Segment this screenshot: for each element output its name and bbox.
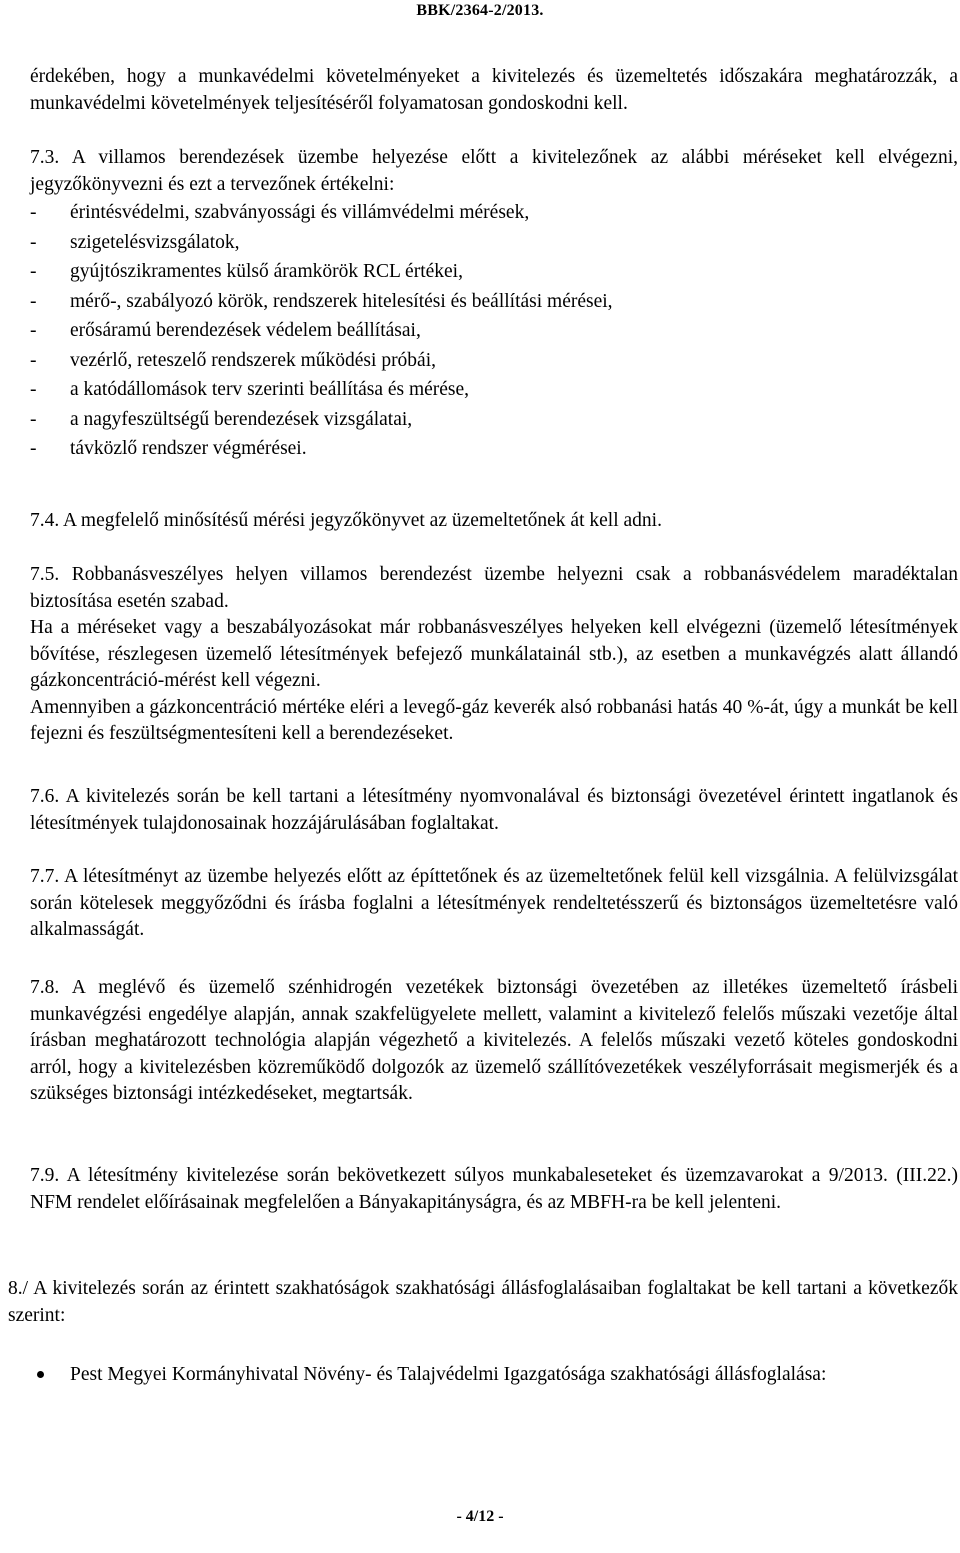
list-item-text: mérő-, szabályozó körök, rendszerek hitelesítési és beállítási mérései, bbox=[70, 290, 613, 312]
dash-marker: - bbox=[30, 320, 37, 341]
list-item-text: szigetelésvizsgálatok, bbox=[70, 231, 240, 253]
section-7-5-paragraph-1: 7.5. Robbanásveszélyes helyen villamos berendezést üzembe helyezni csak a robbanásvédelem maradéktalan biztosítása esetén szabad. bbox=[30, 564, 958, 612]
list-item-text: erősáramú berendezések védelem beállításai, bbox=[70, 320, 421, 341]
list-item-text: vezérlő, reteszelő rendszerek működési próbái, bbox=[70, 349, 437, 371]
list-item-text: a katódállomások terv szerinti beállítása és mérése, bbox=[70, 379, 470, 400]
dash-marker: - bbox=[30, 261, 37, 282]
list-item bbox=[30, 316, 958, 346]
list-item bbox=[30, 257, 958, 287]
document-id-header: BBK/2364-2/2013. bbox=[416, 2, 544, 19]
list-item bbox=[30, 287, 958, 317]
section-7-8-paragraph: 7.8. A meglévő és üzemelő szénhidrogén vezetékek biztonsági övezetében az illetékes üzemeltető írásbeli munkavégzési engedélye alapján, annak szakfelügyelete mellett, valamint a kivitelező felelős műszaki vezetője által írásban meghatározott technológia alapján végezhető a kivitelezés. A felelős műszaki vezető köteles gondoskodni arról, hogy a kivitelezésben közreműködő dolgozók az üzemelő szállítóvezetékek veszélyforrásait megismerjék és a szükséges biztonsági intézkedéseket, megtartsák. bbox=[30, 977, 958, 1104]
list-item bbox=[30, 198, 958, 228]
intro-paragraph: érdekében, hogy a munkavédelmi követelményeket a kivitelezés és üzemeltetés időszakára meghatározzák, a munkavédelmi követelmények teljesítéséről folyamatosan gondoskodni kell. bbox=[30, 66, 958, 114]
dash-marker: - bbox=[30, 231, 37, 253]
list-item-text: érintésvédelmi, szabványossági és villámvédelmi mérések, bbox=[70, 202, 530, 223]
page-number-footer: - 4/12 - bbox=[456, 1508, 504, 1525]
list-item bbox=[30, 405, 958, 435]
section-8-paragraph: 8./ A kivitelezés során az érintett szakhatóságok szakhatósági állásfoglalásaiban foglaltakat be kell tartani a következők szerint: bbox=[8, 1278, 958, 1326]
list-item-text: gyújtószikramentes külső áramkörök RCL értékei, bbox=[70, 261, 463, 282]
list-item bbox=[30, 228, 958, 258]
section-7-3-paragraph: 7.3. A villamos berendezések üzembe helyezése előtt a kivitelezőnek az alábbi méréseket kell elvégezni, jegyzőkönyvezni és ezt a tervezőnek értékelni: bbox=[30, 147, 958, 195]
list-item bbox=[30, 346, 958, 376]
dash-marker: - bbox=[30, 438, 37, 459]
dash-marker: - bbox=[30, 379, 37, 400]
measurement-list bbox=[30, 198, 958, 464]
dash-marker: - bbox=[30, 202, 37, 223]
section-7-5-paragraph-2: Ha a méréseket vagy a beszabályozásokat már robbanásveszélyes helyeken kell elvégezni (üzemelő létesítmények bővítése, részlegesen üzemelő létesítmények befejező munkálatainál stb.), az esetben a munkavégzés alatt állandó gázkoncentráció-mérést kell végezni. bbox=[30, 617, 958, 691]
bullet-item-text: Pest Megyei Kormányhivatal Növény- és Talajvédelmi Igazgatósága szakhatósági állásfoglalása: bbox=[70, 1364, 827, 1385]
dash-marker: - bbox=[30, 349, 37, 371]
section-7-6-paragraph: 7.6. A kivitelezés során be kell tartani a létesítmény nyomvonalával és biztonsági övezetével érintett ingatlanok és létesítmények tulajdonosainak hozzájárulásában foglaltakat. bbox=[30, 786, 958, 834]
section-7-9-paragraph: 7.9. A létesítmény kivitelezése során bekövetkezett súlyos munkabaleseteket és üzemzavarokat a 9/2013. (III.22.) NFM rendelet előírásainak megfelelően a Bányakapitányságra, és az MBFH-ra be kell jelenteni. bbox=[30, 1165, 958, 1213]
bullet-list-item bbox=[30, 1362, 958, 1389]
list-item-text: távközlő rendszer végmérései. bbox=[70, 438, 307, 459]
dash-marker: - bbox=[30, 408, 37, 430]
dash-marker: - bbox=[30, 290, 37, 312]
bullet-icon bbox=[37, 1371, 44, 1378]
section-7-5-paragraph-3: Amennyiben a gázkoncentráció mértéke eléri a levegő-gáz keverék alsó robbanási hatás 40 %-át, úgy a munkát be kell fejezni és feszültségmentesíteni kell a berendezéseket. bbox=[30, 696, 958, 744]
section-7-7-paragraph: 7.7. A létesítményt az üzembe helyezés előtt az építtetőnek és az üzemeltetőnek felül kell vizsgálnia. A felülvizsgálat során kötelesek meggyőződni és írásba foglalni a létesítmények rendeltetésszerű és biztonságos üzemeltetésre való alkalmasságát. bbox=[30, 866, 958, 940]
list-item-text: a nagyfeszültségű berendezések vizsgálatai, bbox=[70, 408, 413, 430]
section-7-4-paragraph: 7.4. A megfelelő minősítésű mérési jegyzőkönyvet az üzemeltetőnek át kell adni. bbox=[30, 510, 662, 531]
list-item bbox=[30, 434, 958, 464]
list-item bbox=[30, 375, 958, 405]
section-7-5 bbox=[30, 562, 958, 748]
